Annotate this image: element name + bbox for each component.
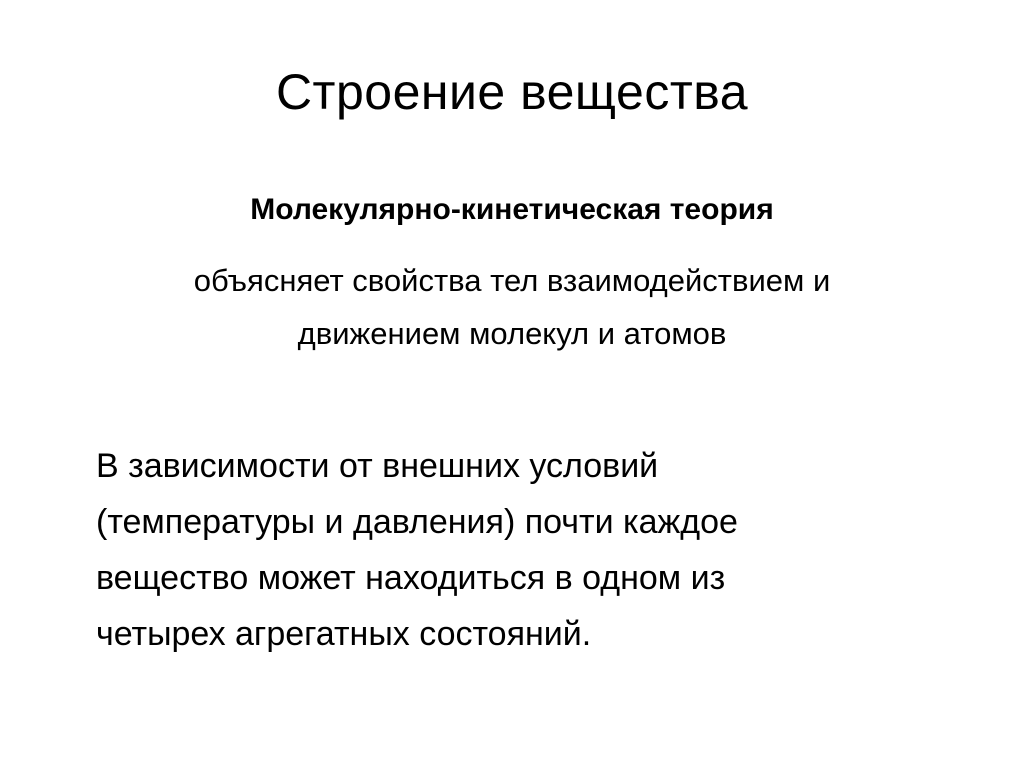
description-text [60, 254, 964, 360]
slide-title: Строение вещества [275, 64, 749, 120]
paragraph-line: В зависимости от внешних условий [96, 447, 659, 485]
body-paragraph [96, 438, 936, 662]
slide-subtitle: Молекулярно-кинетическая теория [250, 193, 774, 226]
description-line: объясняет свойства тел взаимодействием и [193, 263, 831, 298]
paragraph-line: четырех агрегатных состояний. [96, 615, 592, 653]
paragraph-line: (температуры и давления) почти каждое [96, 503, 738, 541]
description-line: движением молекул и атомов [297, 316, 727, 351]
paragraph-line: вещество может находиться в одном из [96, 559, 726, 597]
